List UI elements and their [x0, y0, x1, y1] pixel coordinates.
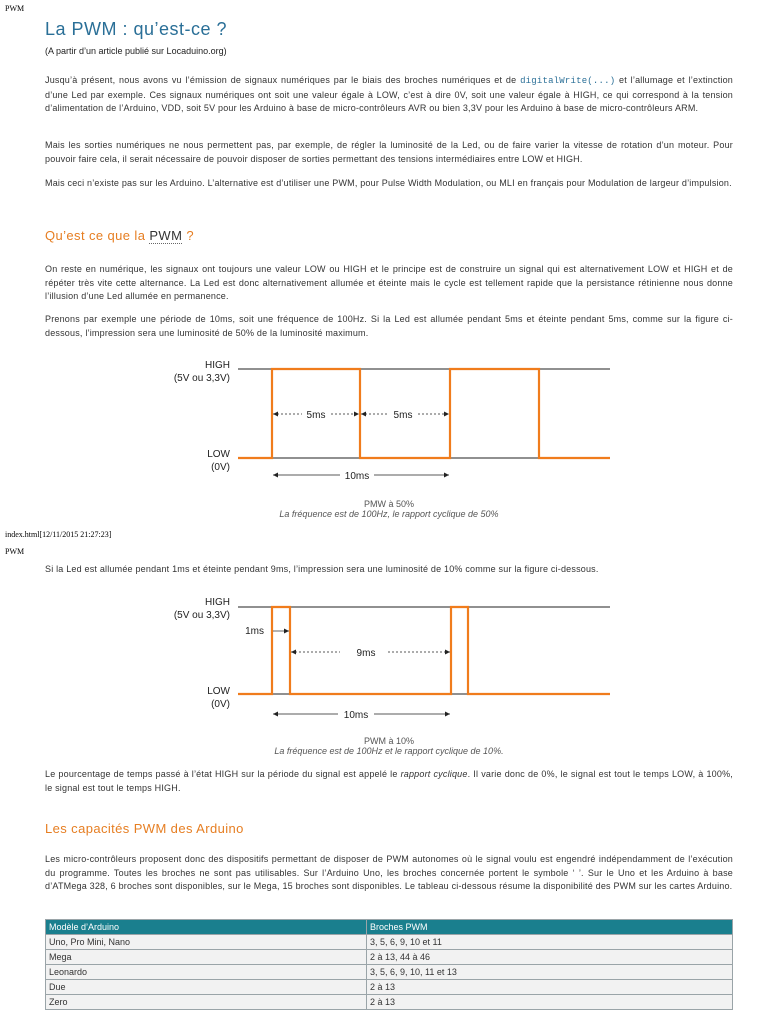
- pwm-pins-table: [45, 919, 733, 1010]
- page-header-label: PWM: [5, 547, 25, 556]
- label-low: LOW: [207, 449, 230, 460]
- intro-paragraph-3: Mais ceci n’existe pas sur les Arduino. L’alternative est d’utiliser une PWM, pour Pulse Width Modulation, ou MLI en français pour Modulation de largeur d’impulsion.: [45, 178, 732, 188]
- dimension-off-time: 5ms: [393, 410, 413, 421]
- section1-paragraph-2: Prenons par exemple une période de 10ms, soit une fréquence de 100Hz. Si la Led est allumée pendant 5ms et éteinte pendant 5ms, comme sur la figure ci-dessous, l’impression sera une luminosité de 50% de la luminosité maximum.: [45, 314, 733, 338]
- label-high: HIGH: [205, 360, 230, 371]
- dimension-on-time: 5ms: [306, 410, 326, 421]
- figure2-caption: PWM à 10% La fréquence est de 100Hz et le rapport cyclique de 10%.: [274, 736, 504, 756]
- dimension-on-time: 1ms: [245, 626, 264, 637]
- table-row: [46, 965, 733, 980]
- section2-paragraph-1: Les micro-contrôleurs proposent donc des dispositifs permettant de disposer de PWM autonomes où le signal voulu est engendré indépendamment de l’exécution du programme. Toutes les broches ne sont pas utilisables. Sur l’Arduino Uno, les broches concernée portent le symbole ‘ ’. Sur le Uno et les Arduino à base d’ATMega 328, 6 broches sont disponibles, sur le Mega, 15 broches sont disponibles. Le tableau ci-dessous résume la disponibilité des PWM sur les cartes Arduino.: [45, 854, 733, 891]
- table-header-row: [46, 920, 733, 935]
- section1-paragraph-3: Si la Led est allumée pendant 1ms et éteinte pendant 9ms, l’impression sera une luminosité de 10% comme sur la figure ci-dessous.: [45, 564, 599, 574]
- table-cell-model: Uno, Pro Mini, Nano: [46, 935, 367, 950]
- page-title: La PWM : qu’est-ce ?: [45, 19, 228, 39]
- figure1-caption: PMW à 50% La fréquence est de 100Hz, le rapport cyclique de 50%: [279, 499, 499, 519]
- section-heading-capacities: Les capacités PWM des Arduino: [45, 821, 244, 836]
- table-cell-pins: 2 à 13: [367, 995, 733, 1010]
- table-cell-pins: 2 à 13, 44 à 46: [367, 950, 733, 965]
- page-header-label: PWM: [5, 4, 25, 13]
- table-row: [46, 950, 733, 965]
- label-low-voltage: (0V): [211, 699, 230, 710]
- label-low-voltage: (0V): [211, 462, 230, 473]
- table-cell-pins: 2 à 13: [367, 980, 733, 995]
- intro-paragraph-1: Jusqu’à présent, nous avons vu l’émission de signaux numériques par le biais des broches numériques et de digitalWrite(...) et l’allumage et l’extinction d’une Led par exemple. Ces signaux numériques ont soit une valeur égale à LOW, c’est à dire 0V, soit une valeur égale à HIGH, ce qui correspond à la tension d’alimentation de l’Arduino, VDD, soit 5V pour les Arduino à base de micro-contrôleurs AVR ou bien 3,3V pour les Arduino à base de micro-contrôleurs ARM.: [45, 75, 733, 113]
- section-heading-pwm: Qu’est ce que la PWM ?: [45, 228, 194, 243]
- dimension-off-time: 9ms: [356, 648, 376, 659]
- pwm-50-signal: [238, 369, 610, 458]
- digitalwrite-code: digitalWrite(...): [520, 76, 616, 86]
- label-high: HIGH: [205, 597, 230, 608]
- table-cell-model: Leonardo: [46, 965, 367, 980]
- dimension-period: 10ms: [343, 710, 369, 721]
- table-row: [46, 980, 733, 995]
- table-row: [46, 935, 733, 950]
- table-cell-pins: 3, 5, 6, 9, 10 et 11: [367, 935, 733, 950]
- dimension-period: 10ms: [344, 471, 370, 482]
- pwm-abbreviation[interactable]: PWM: [149, 228, 183, 243]
- pwm-10-signal: [238, 607, 610, 694]
- label-high-voltage: (5V ou 3,3V): [173, 610, 230, 621]
- label-high-voltage: (5V ou 3,3V): [173, 373, 230, 384]
- table-cell-pins: 3, 5, 6, 9, 10, 11 et 13: [367, 965, 733, 980]
- section1-paragraph-4: Le pourcentage de temps passé à l’état HIGH sur la période du signal est appelé le rapport cyclique. Il varie donc de 0%, le signal est tout le temps LOW, à 100%, le signal est tout le temps HIGH.: [45, 769, 733, 793]
- column-header-model: Modèle d’Arduino: [46, 920, 367, 935]
- pwm-50-diagram: [160, 350, 620, 490]
- table-row: [46, 995, 733, 1010]
- intro-paragraph-2: Mais les sorties numériques ne nous permettent pas, par exemple, de régler la luminosité de la Led, ou de faire varier la vitesse de rotation d’un moteur. Pour pouvoir faire cela, il serait nécessaire de pouvoir disposer de sorties permettant des tensions intermédiaires entre LOW et HIGH.: [45, 140, 733, 164]
- section1-paragraph-1: On reste en numérique, les signaux ont toujours une valeur LOW ou HIGH et le principe est de construire un signal qui est alternativement LOW et HIGH et de répéter très vite cette alternance. La Led est donc alternativement allumée et éteinte mais le cycle est tellement rapide que la persistance rétinienne nous donne l’illusion d’une Led allumée en permanence.: [45, 264, 733, 301]
- table-cell-model: Due: [46, 980, 367, 995]
- pwm-10-diagram: [160, 590, 620, 725]
- table-cell-model: Mega: [46, 950, 367, 965]
- column-header-pins: Broches PWM: [367, 920, 733, 935]
- page-subtitle: (A partir d’un article publié sur Locaduino.org): [45, 46, 227, 56]
- page-footer-url: index.html[12/11/2015 21:27:23]: [5, 530, 112, 539]
- table-cell-model: Zero: [46, 995, 367, 1010]
- label-low: LOW: [207, 686, 230, 697]
